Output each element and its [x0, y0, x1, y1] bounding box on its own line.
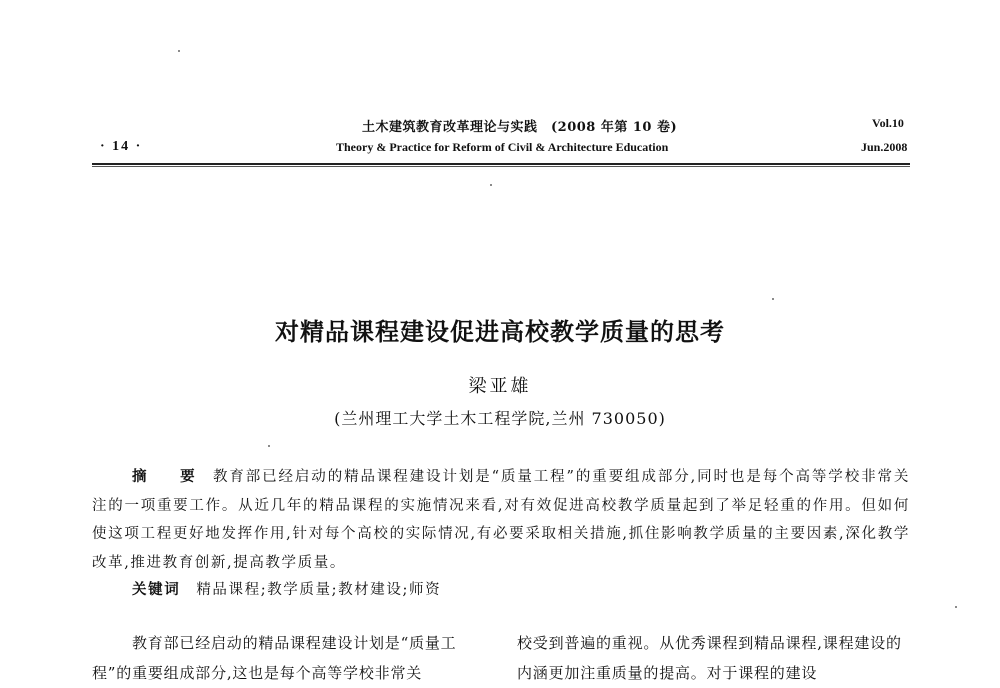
scan-speck — [268, 445, 270, 447]
abstract-label: 摘 要 — [132, 469, 209, 485]
journal-title-en: Theory & Practice for Reform of Civil & Architecture Education — [336, 140, 669, 154]
journal-title-cn: 土木建筑教育改革理论与实践 (2008 年第 10 卷) — [362, 120, 678, 135]
author-affiliation: (兰州理工大学土木工程学院,兰州 730050) — [334, 409, 666, 428]
keywords-label: 关键词 — [132, 582, 181, 598]
header-rule-thin — [92, 166, 910, 167]
keywords-text: 精品课程;教学质量;教材建设;师资 — [196, 582, 442, 598]
volume-label: Vol.10 — [872, 116, 904, 130]
abstract-text: 教育部已经启动的精品课程建设计划是“质量工程”的重要组成部分,同时也是每个高等学校非常关注的一项重要工作。从近几年的精品课程的实施情况来看,对有效促进高校教学质量起到了举足轻重的作用。但如何使这项工程更好地发挥作用,针对每个高校的实际情况,有必要采取相关措施,抓住影响教学质量的主要因素,深化教学改革,推进教育创新,提高教学质量。 — [92, 469, 910, 571]
scan-speck — [490, 184, 492, 186]
author-name: 梁亚雄 — [468, 376, 532, 397]
issue-date: Jun.2008 — [861, 140, 908, 154]
article-title: 对精品课程建设促进高校教学质量的思考 — [275, 318, 725, 346]
scan-speck — [178, 50, 180, 52]
scan-speck — [772, 298, 774, 300]
header-rule-thick — [92, 163, 910, 165]
abstract-paragraph — [92, 463, 910, 577]
body-column-left: 教育部已经启动的精品课程建设计划是“质量工程”的重要组成部分,这也是每个高等学校非常关 — [92, 634, 457, 682]
page-number: · 14 · — [100, 139, 143, 154]
body-column-right: 校受到普遍的重视。从优秀课程到精品课程,课程建设的内涵更加注重质量的提高。对于课程的建设 — [517, 634, 902, 682]
keywords-line — [132, 578, 441, 599]
scan-speck — [955, 606, 957, 608]
